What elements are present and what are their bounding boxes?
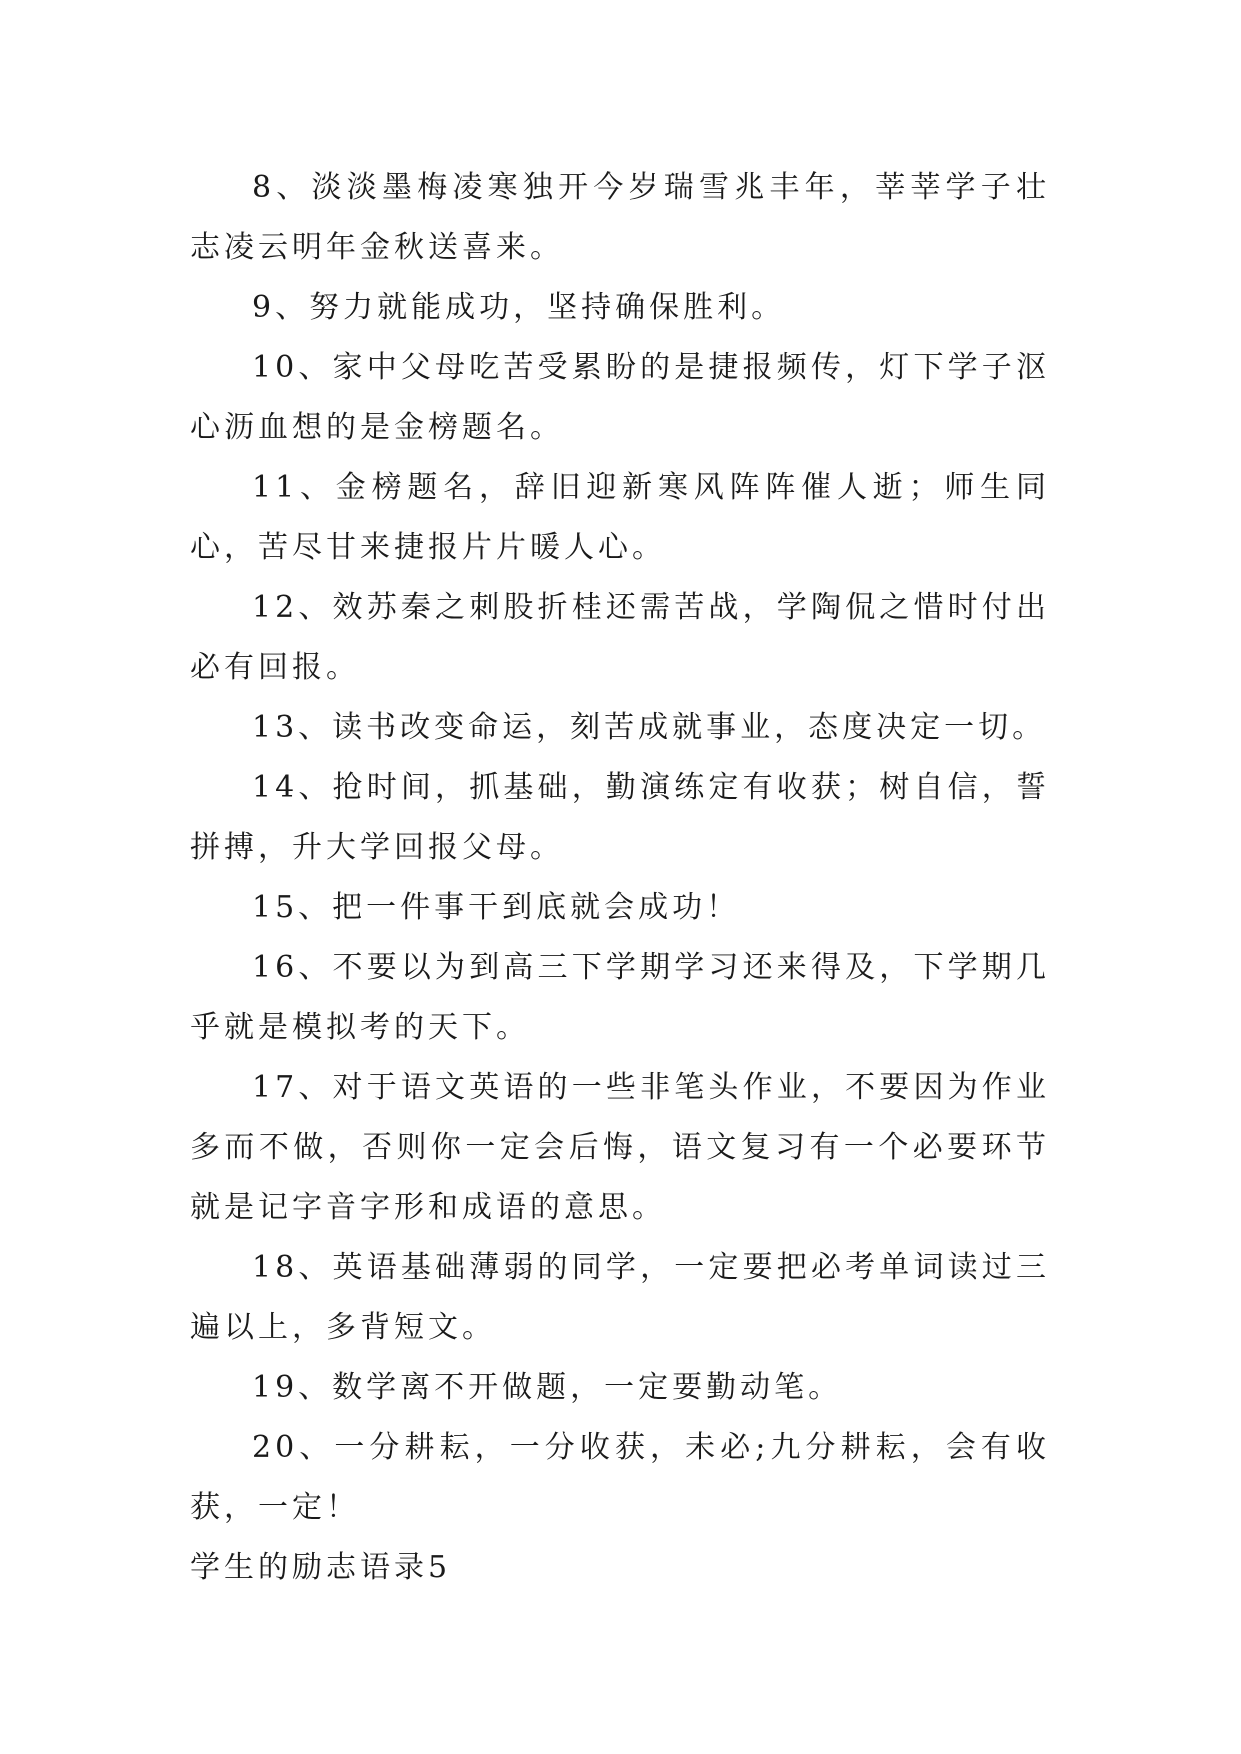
quote-paragraph-18: 18、英语基础薄弱的同学，一定要把必考单词读过三遍以上，多背短文。 bbox=[190, 1250, 1050, 1345]
quote-paragraph-15: 15、把一件事干到底就会成功！ bbox=[252, 890, 741, 925]
quote-paragraph-8: 8、淡淡墨梅凌寒独开今岁瑞雪兆丰年，莘莘学子壮志凌云明年金秋送喜来。 bbox=[190, 170, 1050, 265]
quote-paragraph-13: 13、读书改变命运，刻苦成就事业，态度决定一切。 bbox=[252, 710, 1047, 745]
quote-paragraph-14: 14、抢时间，抓基础，勤演练定有收获；树自信，誓拼搏，升大学回报父母。 bbox=[190, 770, 1050, 865]
quote-paragraph-12: 12、效苏秦之刺股折桂还需苦战，学陶侃之惜时付出必有回报。 bbox=[190, 590, 1050, 685]
quote-paragraph-9: 9、努力就能成功，坚持确保胜利。 bbox=[252, 290, 786, 325]
document-body bbox=[190, 158, 1050, 1598]
section-heading: 学生的励志语录5 bbox=[190, 1550, 452, 1585]
quote-paragraph-10: 10、家中父母吃苦受累盼的是捷报频传，灯下学子沤心沥血想的是金榜题名。 bbox=[190, 350, 1050, 445]
quote-paragraph-20: 20、一分耕耘，一分收获，未必;九分耕耘，会有收获，一定！ bbox=[190, 1430, 1050, 1525]
quote-paragraph-17: 17、对于语文英语的一些非笔头作业，不要因为作业多而不做，否则你一定会后悔，语文复习有一个必要环节就是记字音字形和成语的意思。 bbox=[190, 1070, 1050, 1225]
quote-paragraph-16: 16、不要以为到高三下学期学习还来得及，下学期几乎就是模拟考的天下。 bbox=[190, 950, 1050, 1045]
quote-paragraph-19: 19、数学离不开做题，一定要勤动笔。 bbox=[252, 1370, 843, 1405]
quote-paragraph-11: 11、金榜题名，辞旧迎新寒风阵阵催人逝；师生同心，苦尽甘来捷报片片暖人心。 bbox=[190, 470, 1050, 565]
